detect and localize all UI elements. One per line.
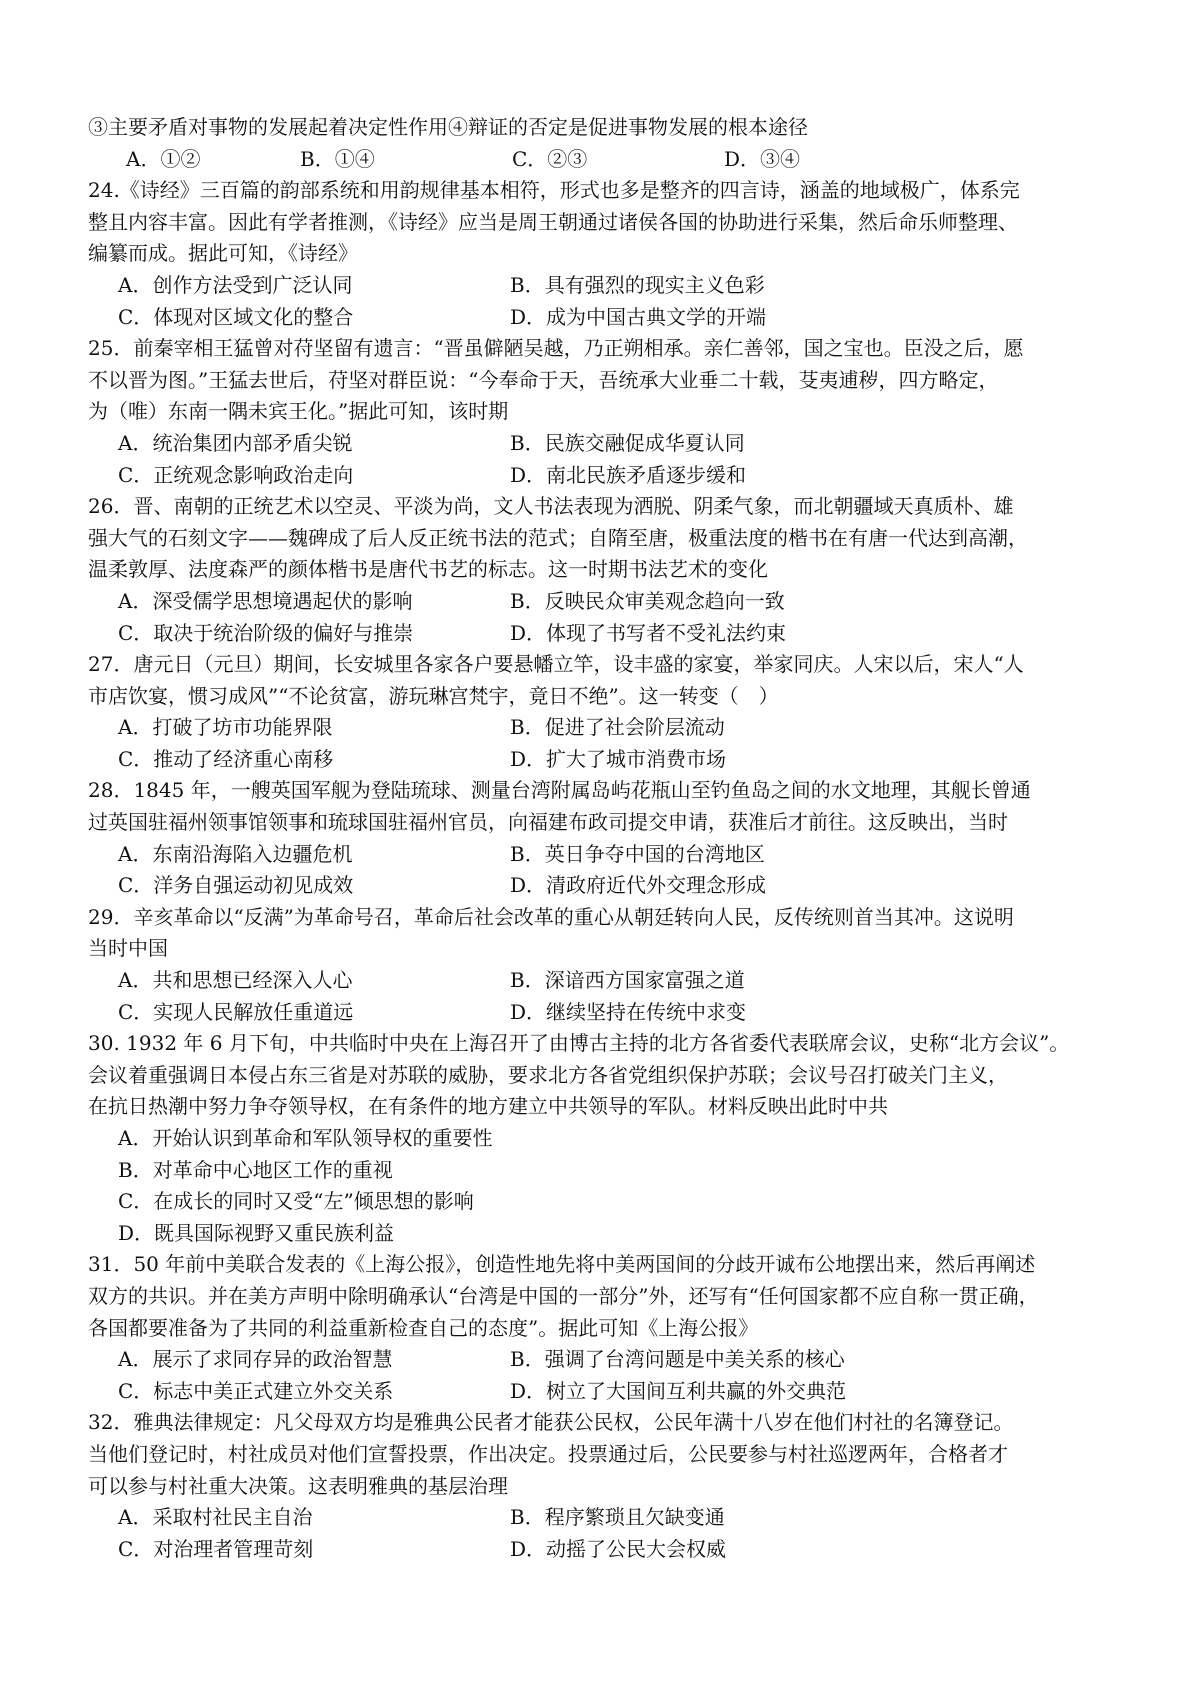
question-stem-line: 编纂而成。据此可知，《诗经》 bbox=[88, 241, 358, 266]
option-c: C．推动了经济重心南移 bbox=[118, 746, 334, 771]
option-c: C．在成长的同时又受“左”倾思想的影响 bbox=[118, 1189, 474, 1214]
option-c: C．洋务自强运动初见成效 bbox=[118, 873, 354, 898]
question-stem-line: 29．辛亥革命以“反满”为革命号召，革命后社会改革的重心从朝廷转向人民，反传统则首当其冲。这说明 bbox=[88, 904, 1014, 929]
option-b: B．强调了台湾问题是中美关系的核心 bbox=[510, 1347, 845, 1372]
option-d: D．③④ bbox=[724, 146, 801, 171]
question-stem-line: 过英国驻福州领事馆领事和琉球国驻福州官员，向福建布政司提交申请，获准后才前往。这反映出，当时 bbox=[88, 810, 1008, 835]
option-b: B．深谙西方国家富强之道 bbox=[510, 968, 745, 993]
question-23-options bbox=[88, 144, 1130, 176]
options-row bbox=[88, 428, 1130, 460]
option-d: D．体现了书写者不受礼法约束 bbox=[510, 620, 787, 645]
options-row bbox=[88, 460, 1130, 492]
option-c: C．体现对区域文化的整合 bbox=[118, 304, 354, 329]
options-row bbox=[88, 870, 1130, 902]
options-row bbox=[88, 270, 1130, 302]
option-a: A．打破了坊市功能界限 bbox=[118, 715, 333, 740]
option-d: D．继续坚持在传统中求变 bbox=[510, 999, 747, 1024]
option-a: A．①② bbox=[126, 146, 201, 171]
option-a: A．开始认识到革命和军队领导权的重要性 bbox=[118, 1126, 493, 1150]
option-c: C．标志中美正式建立外交关系 bbox=[118, 1378, 394, 1403]
question-stem-line: 市店饮宴，惯习成风”“不论贫富，游玩琳宫梵宇，竟日不绝”。这一转变（ ） bbox=[88, 683, 779, 708]
option-b: B．民族交融促成华夏认同 bbox=[510, 430, 745, 455]
question-stem-line: 31．50 年前中美联合发表的《上海公报》，创造性地先将中美两国间的分歧开诚布公地摆出来，然后再阐述 bbox=[88, 1252, 1036, 1277]
options-row bbox=[88, 1502, 1130, 1534]
question-27 bbox=[88, 649, 1130, 775]
option-c: C．取决于统治阶级的偏好与推崇 bbox=[118, 620, 414, 645]
options-row bbox=[88, 1344, 1130, 1376]
option-d: D．动摇了公民大会权威 bbox=[510, 1536, 727, 1561]
options-row bbox=[88, 965, 1130, 997]
option-b: B．促进了社会阶层流动 bbox=[510, 715, 725, 740]
options-row bbox=[88, 839, 1130, 871]
option-b: B．具有强烈的现实主义色彩 bbox=[510, 272, 765, 297]
option-d: D．南北民族矛盾逐步缓和 bbox=[510, 462, 747, 487]
option-d: D．成为中国古典文学的开端 bbox=[510, 304, 767, 329]
question-stem-line: 为（唯）东南一隅未宾王化。”据此可知，该时期 bbox=[88, 399, 509, 424]
options-row bbox=[88, 1534, 1130, 1566]
option-a: A．采取村社民主自治 bbox=[118, 1505, 313, 1530]
question-stem-line: 27．唐元日（元旦）期间，长安城里各家各户要悬幡立竿，设丰盛的家宴，举家同庆。人宋以后，宋人“人 bbox=[88, 652, 1024, 677]
options-row bbox=[88, 302, 1130, 334]
question-30 bbox=[88, 1028, 1130, 1249]
question-25 bbox=[88, 333, 1130, 491]
option-b: B．程序繁琐且欠缺变通 bbox=[510, 1505, 725, 1530]
option-b: B．英日争夺中国的台湾地区 bbox=[510, 841, 765, 866]
option-b: B．对革命中心地区工作的重视 bbox=[118, 1157, 393, 1182]
question-stem-line: 24.《诗经》三百篇的韵部系统和用韵规律基本相符，形式也多是整齐的四言诗，涵盖的地域极广，体系完 bbox=[88, 178, 1020, 203]
options-row bbox=[88, 1376, 1130, 1408]
option-c: C．实现人民解放任重道远 bbox=[118, 999, 354, 1024]
option-a: A．东南沿海陷入边疆危机 bbox=[118, 841, 353, 866]
question-26 bbox=[88, 491, 1130, 649]
question-stem-line: 整且内容丰富。因此有学者推测，《诗经》应当是周王朝通过诸侯各国的协助进行采集，然后命乐师整理、 bbox=[88, 209, 1018, 234]
option-c: C．对治理者管理苛刻 bbox=[118, 1536, 314, 1561]
question-31 bbox=[88, 1249, 1130, 1407]
options-row bbox=[88, 586, 1130, 618]
question-28 bbox=[88, 775, 1130, 901]
question-23-tail: ③主要矛盾对事物的发展起着决定性作用④辩证的否定是促进事物发展的根本途径 bbox=[88, 115, 808, 139]
option-d: D．树立了大国间互利共赢的外交典范 bbox=[510, 1378, 847, 1403]
question-stem-line: 25．前秦宰相王猛曾对苻坚留有遗言：“晋虽僻陋吴越，乃正朔相承。亲仁善邻，国之宝也。臣没之后，愿 bbox=[88, 336, 1024, 361]
question-29 bbox=[88, 902, 1130, 1028]
question-stem-line: 当时中国 bbox=[88, 936, 168, 961]
question-stem-line: 可以参与村社重大决策。这表明雅典的基层治理 bbox=[88, 1473, 508, 1498]
question-32 bbox=[88, 1407, 1130, 1565]
option-a: A．共和思想已经深入人心 bbox=[118, 968, 353, 993]
option-d: D．清政府近代外交理念形成 bbox=[510, 873, 767, 898]
option-c: C．正统观念影响政治走向 bbox=[118, 462, 354, 487]
question-stem-line: 会议着重强调日本侵占东三省是对苏联的威胁，要求北方各省党组织保护苏联；会议号召打破关门主义， bbox=[88, 1062, 1008, 1087]
option-b: B．①④ bbox=[300, 146, 375, 171]
question-stem-line: 强大气的石刻文字——魏碑成了后人反正统书法的范式；自隋至唐，极重法度的楷书在有唐一代达到高潮， bbox=[88, 525, 1028, 550]
question-stem-line: 26．晋、南朝的正统艺术以空灵、平淡为尚，文人书法表现为洒脱、阴柔气象，而北朝疆域天真质朴、雄 bbox=[88, 494, 1014, 519]
option-a: A．深受儒学思想境遇起伏的影响 bbox=[118, 588, 413, 613]
options-row bbox=[88, 712, 1130, 744]
question-stem-line: 温柔敦厚、法度森严的颜体楷书是唐代书艺的标志。这一时期书法艺术的变化 bbox=[88, 557, 768, 582]
question-stem-line: 当他们登记时，村社成员对他们宣誓投票，作出决定。投票通过后，公民要参与村社巡逻两年，合格者才 bbox=[88, 1441, 1008, 1466]
question-stem-line: 在抗日热潮中努力争夺领导权，在有条件的地方建立中共领导的军队。材料反映出此时中共 bbox=[88, 1094, 888, 1119]
question-stem-line: 28．1845 年，一艘英国军舰为登陆琉球、测量台湾附属岛屿花瓶山至钓鱼岛之间的水文地理，其舰长曾通 bbox=[88, 778, 1031, 803]
question-stem-line: 各国都要准备为了共同的利益重新检查自己的态度”。据此可知《上海公报》 bbox=[88, 1315, 759, 1340]
option-b: B．反映民众审美观念趋向一致 bbox=[510, 588, 785, 613]
question-stem-line: 32．雅典法律规定：凡父母双方均是雅典公民者才能获公民权，公民年满十八岁在他们村社的名簿登记。 bbox=[88, 1410, 1014, 1435]
options-row bbox=[88, 997, 1130, 1029]
question-24 bbox=[88, 175, 1130, 333]
options-row bbox=[88, 618, 1130, 650]
option-a: A．统治集团内部矛盾尖锐 bbox=[118, 430, 353, 455]
option-a: A．创作方法受到广泛认同 bbox=[118, 272, 353, 297]
option-a: A．展示了求同存异的政治智慧 bbox=[118, 1347, 393, 1372]
option-d: D．既具国际视野又重民族利益 bbox=[118, 1220, 395, 1245]
question-stem-line: 双方的共识。并在美方声明中除明确承认“台湾是中国的一部分”外，还写有“任何国家都不应自称一贯正确， bbox=[88, 1283, 1039, 1308]
question-stem-line: 不以晋为图。”王猛去世后，苻坚对群臣说：“今奉命于天，吾统承大业垂二十载，芟夷逋秽，四方略定， bbox=[88, 367, 999, 392]
option-c: C．②③ bbox=[512, 146, 588, 171]
question-stem-line: 30. 1932 年 6 月下旬，中共临时中央在上海召开了由博古主持的北方各省委代表联席会议，史称“北方会议”。 bbox=[88, 1031, 1070, 1056]
options-row bbox=[88, 744, 1130, 776]
option-d: D．扩大了城市消费市场 bbox=[510, 746, 727, 771]
